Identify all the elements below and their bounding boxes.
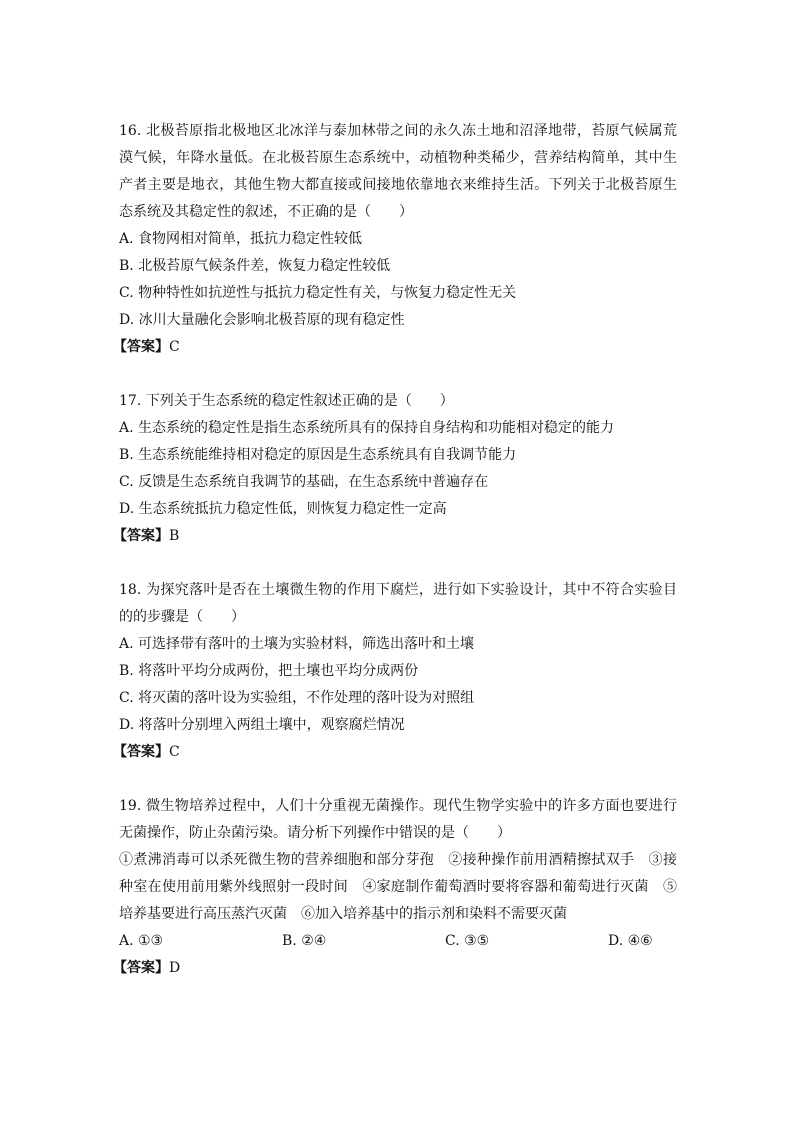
question-17	[113, 388, 677, 550]
answer-label: 【答案】	[113, 528, 169, 544]
option-c: C. 将灭菌的落叶设为实验组，不作处理的落叶设为对照组	[119, 690, 475, 706]
option-b: B. 生态系统能维持相对稳定的原因是生态系统具有自我调节能力	[119, 447, 517, 463]
answer-label: 【答案】	[113, 339, 169, 355]
option-a: A. ①③	[119, 933, 164, 949]
option-d: D. 生态系统抵抗力稳定性低，则恢复力稳定性一定高	[119, 501, 447, 517]
answer-value: C	[169, 744, 180, 760]
question-19	[113, 793, 677, 982]
question-stem: 17. 下列关于生态系统的稳定性叙述正确的是（ ）	[119, 393, 454, 409]
question-list	[113, 118, 677, 1009]
question-stem: 18. 为探究落叶是否在土壤微生物的作用下腐烂，进行如下实验设计，其中不符合实验目的的步骤是（ ）	[119, 582, 677, 625]
option-a: A. 生态系统的稳定性是指生态系统所具有的保持自身结构和功能相对稳定的能力	[119, 420, 615, 436]
option-c: C. 反馈是生态系统自我调节的基础，在生态系统中普遍存在	[119, 474, 489, 490]
answer-line	[113, 334, 677, 361]
answer-value: C	[169, 339, 180, 355]
answer-value: B	[169, 528, 180, 544]
answer-label: 【答案】	[113, 960, 169, 976]
question-stem: 19. 微生物培养过程中，人们十分重视无菌操作。现代生物学实验中的许多方面也要进行无菌操作，防止杂菌污染。请分析下列操作中错误的是（ ）	[119, 798, 677, 841]
question-18	[113, 577, 677, 766]
question-stem: 16. 北极苔原指北极地区北冰洋与泰加林带之间的永久冻土地和沼泽地带，苔原气候属荒漠气候，年降水量低。在北极苔原生态系统中，动植物种类稀少，营养结构简单，其中生产者主要是地衣，其他生物大都直接或间接地依靠地衣来维持生活。下列关于北极苔原生态系统及其稳定性的叙述，不正确的是（ ）	[119, 123, 677, 220]
answer-value: D	[169, 960, 181, 976]
option-a: A. 可选择带有落叶的土壤为实验材料，筛选出落叶和土壤	[119, 636, 475, 652]
question-statements: ①煮沸消毒可以杀死微生物的营养细胞和部分芽孢 ②接种操作前用酒精擦拭双手 ③接种室在使用前用紫外线照射一段时间 ④家庭制作葡萄酒时要将容器和葡萄进行灭菌 ⑤培养基要进行高压蒸汽灭菌 ⑥加入培养基中的指示剂和染料不需要灭菌	[119, 852, 677, 922]
option-c: C. 物种特性如抗逆性与抵抗力稳定性有关，与恢复力稳定性无关	[119, 285, 517, 301]
question-16	[113, 118, 677, 361]
option-d: D. 将落叶分别埋入两组土壤中，观察腐烂情况	[119, 717, 405, 733]
option-b: B. 将落叶平均分成两份，把土壤也平均分成两份	[119, 663, 419, 679]
option-d: D. 冰川大量融化会影响北极苔原的现有稳定性	[119, 312, 405, 328]
option-d: D. ④⑥	[608, 933, 653, 949]
answer-line	[113, 955, 677, 982]
option-c: C. ③⑤	[445, 933, 490, 949]
options-row	[119, 928, 677, 955]
option-a: A. 食物网相对简单，抵抗力稳定性较低	[119, 231, 363, 247]
option-b: B. ②④	[282, 933, 327, 949]
option-b: B. 北极苔原气候条件差，恢复力稳定性较低	[119, 258, 391, 274]
answer-line	[113, 739, 677, 766]
answer-line	[113, 523, 677, 550]
answer-label: 【答案】	[113, 744, 169, 760]
